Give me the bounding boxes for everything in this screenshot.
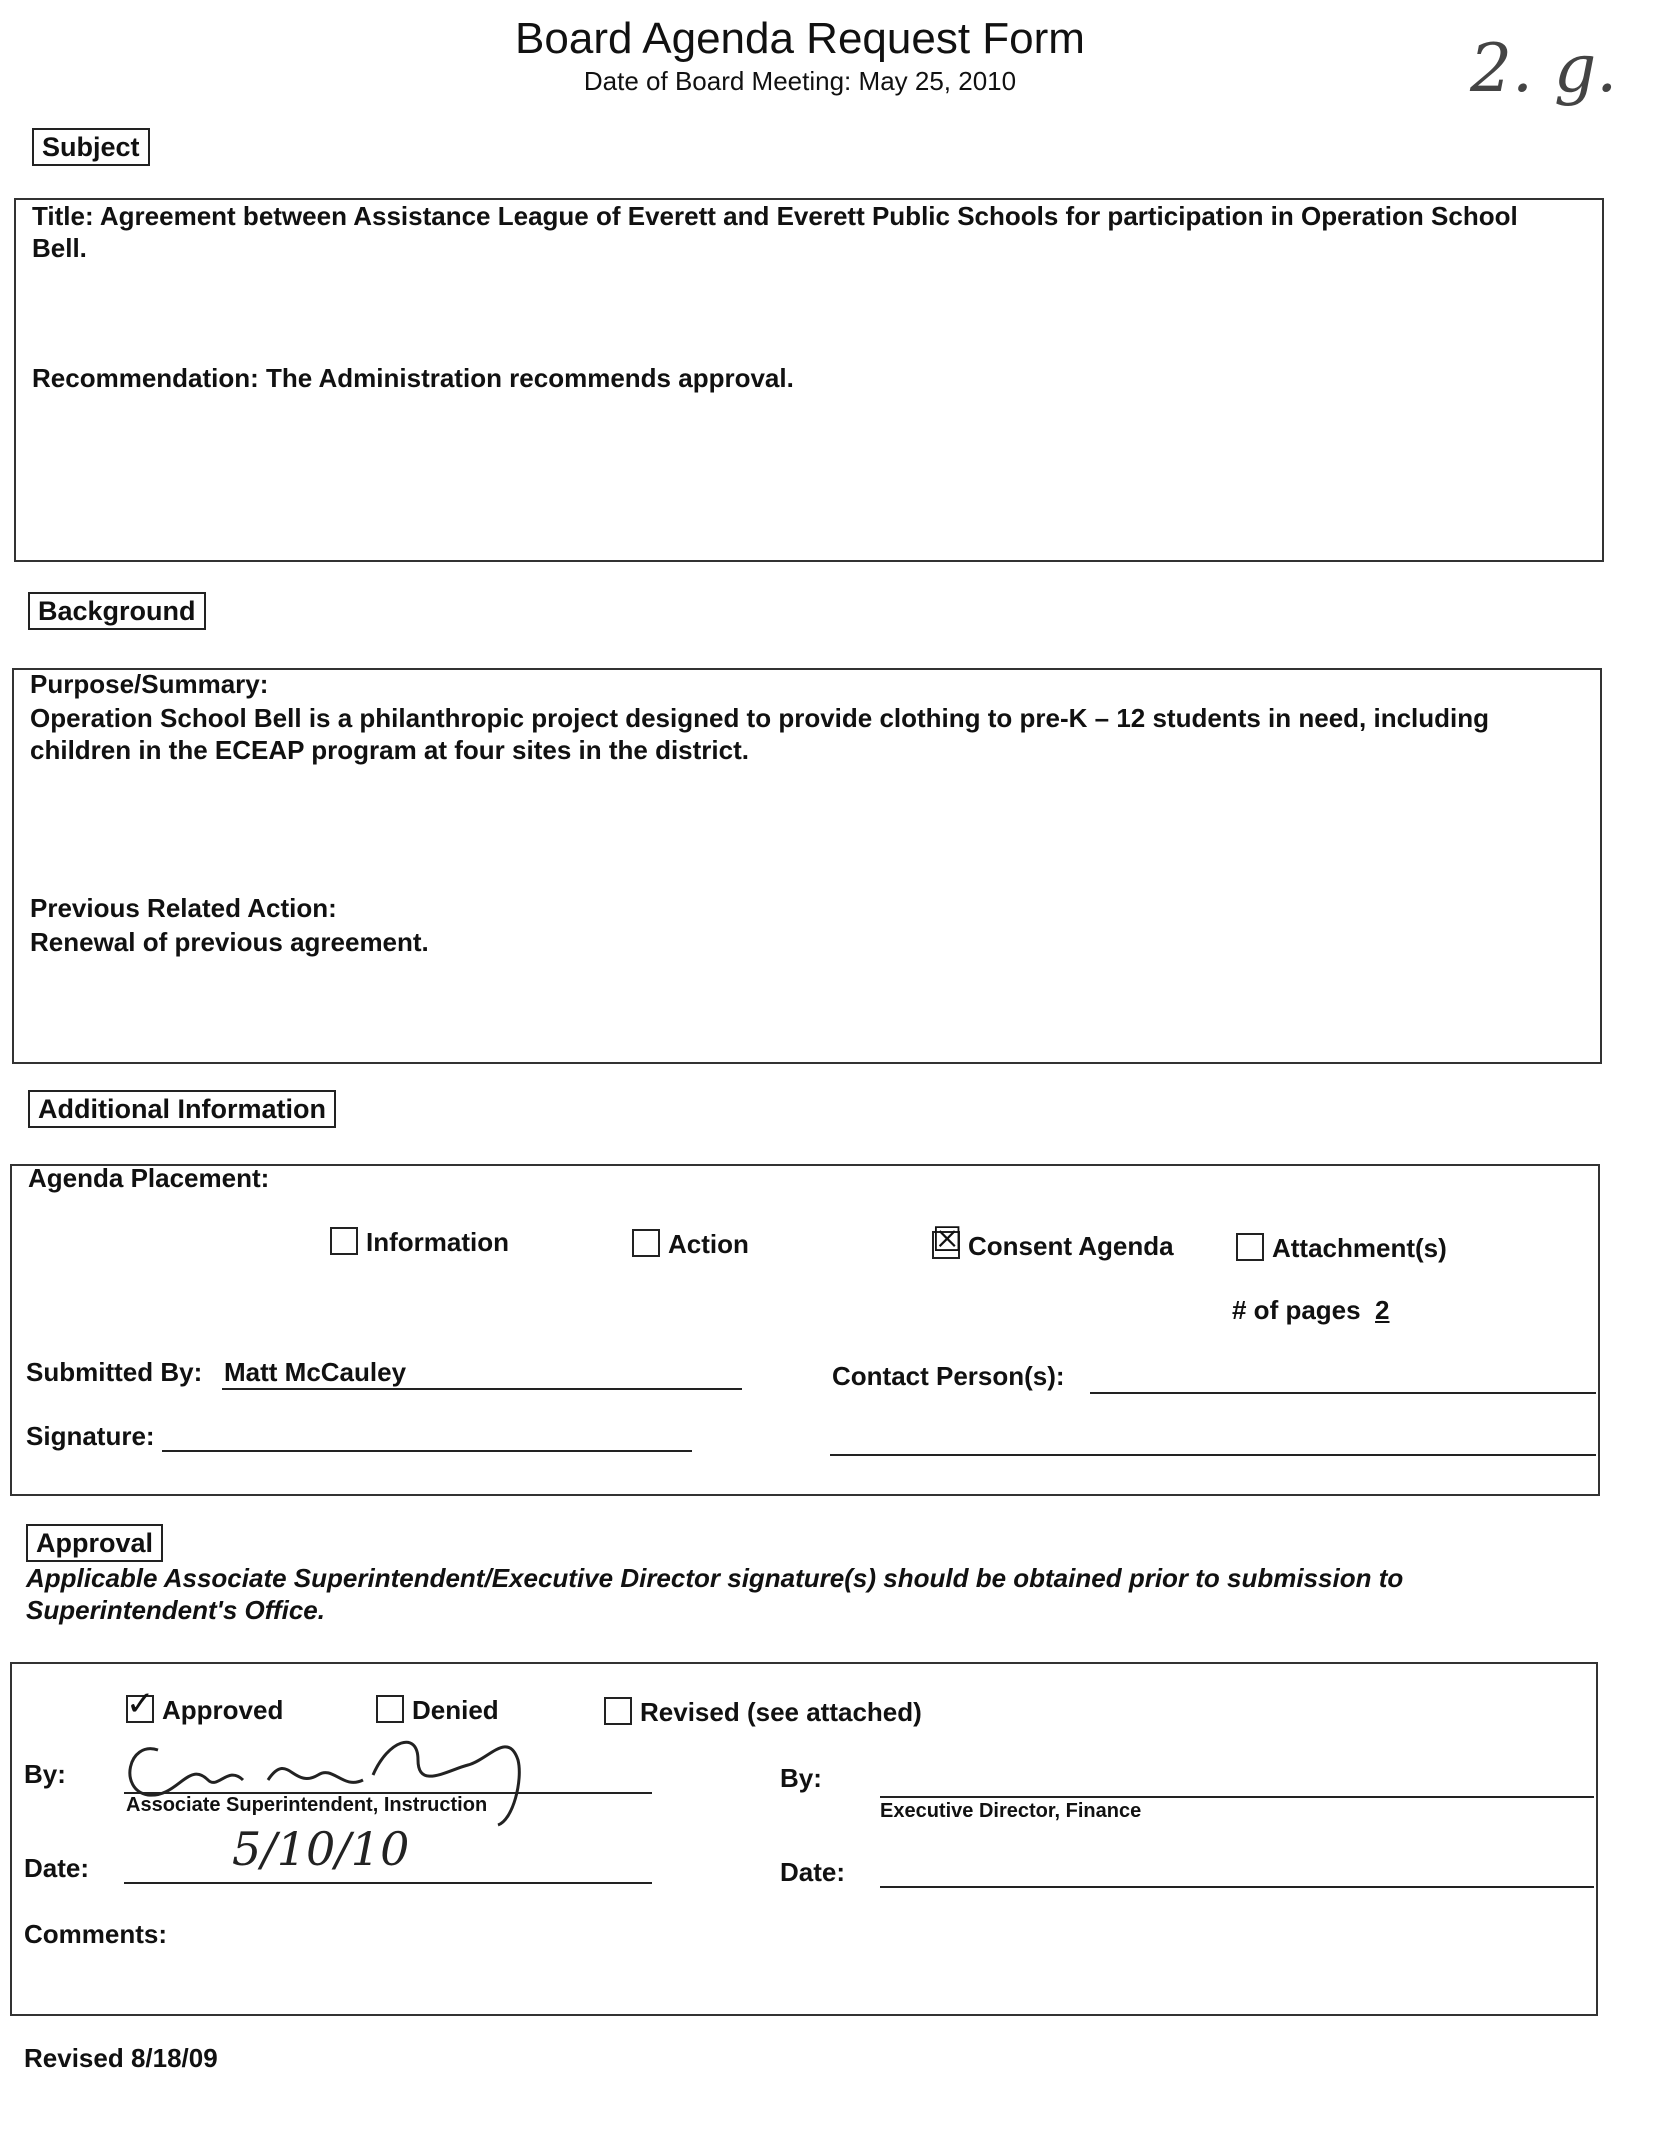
subject-recommendation: Recommendation: The Administration recommends approval. [32,363,794,393]
consent-agenda-checkbox[interactable] [932,1220,963,1260]
action-checkbox[interactable] [632,1229,660,1257]
purpose-label: Purpose/Summary: [30,669,269,699]
approved-label: Approved [162,1695,284,1725]
form-title: Board Agenda Request Form [515,14,1085,63]
action-label: Action [668,1229,749,1259]
revised-date: Revised 8/18/09 [24,2043,218,2073]
comments-label: Comments: [24,1919,168,1949]
subject-title: Title: Agreement between Assistance League of Everett and Everett Public Schools for participation in Operation School Bell. [32,201,1518,263]
purpose-text: Operation School Bell is a philanthropic project designed to provide clothing to pre-K – 12 students in need, including children in the ECEAP program at four sites in the district. [30,703,1490,765]
left-by-label: By: [24,1759,66,1789]
submitted-by-label: Submitted By: [26,1357,203,1387]
pages-count [1232,1294,1390,1326]
previous-action-label: Previous Related Action: [30,893,337,923]
submitted-by-line [222,1388,742,1390]
revised-checkbox[interactable] [604,1697,632,1725]
contact-person-line-2[interactable] [830,1454,1596,1456]
signature-label: Signature: [26,1421,155,1451]
submitted-by-value: Matt McCauley [224,1357,407,1387]
previous-action-text: Renewal of previous agreement. [30,927,429,957]
left-role-label: Associate Superintendent, Instruction [126,1794,488,1816]
pages-label: # of pages [1232,1295,1361,1325]
approval-tag: Approval [26,1524,163,1562]
option-attachments[interactable] [1236,1232,1447,1264]
revised-label: Revised (see attached) [640,1697,922,1727]
meeting-date-value: May 25, 2010 [858,66,1017,96]
information-label: Information [366,1227,509,1257]
right-by-line[interactable] [880,1796,1594,1798]
meeting-date-label: Date of Board Meeting: [583,66,852,96]
right-date-label: Date: [780,1857,846,1887]
approved-checkbox[interactable] [126,1684,155,1724]
pages-value: 2 [1375,1295,1390,1325]
additional-info-tag: Additional Information [28,1090,336,1128]
option-action[interactable] [632,1228,749,1260]
meeting-date-line [0,66,1600,97]
contact-person-line[interactable] [1090,1392,1596,1394]
right-by-label: By: [780,1763,822,1793]
information-checkbox[interactable] [330,1227,358,1255]
right-role-label: Executive Director, Finance [880,1800,1142,1822]
contact-person-label: Contact Person(s): [832,1361,1065,1391]
option-information[interactable] [330,1226,509,1258]
denied-checkbox[interactable] [376,1695,404,1723]
approval-note: Applicable Associate Superintendent/Executive Director signature(s) should be obtained prior to submission to Superintendent's Office. [26,1563,1404,1625]
background-tag: Background [28,592,206,630]
attachments-label: Attachment(s) [1272,1233,1447,1263]
subject-tag: Subject [32,128,150,166]
consent-agenda-label: Consent Agenda [968,1231,1174,1261]
check-mark-icon: ✓ [126,1684,155,1724]
agenda-placement-label: Agenda Placement: [28,1163,270,1193]
left-date-line[interactable] [124,1882,652,1884]
check-mark-icon: ☒ [932,1220,963,1260]
left-date-value: 5/10/10 [232,1822,410,1876]
attachments-checkbox[interactable] [1236,1233,1264,1261]
right-date-line[interactable] [880,1886,1594,1888]
handwritten-item-number: 2. g. [1470,30,1618,107]
option-revised[interactable] [604,1696,922,1728]
denied-label: Denied [412,1695,499,1725]
signature-line[interactable] [162,1450,692,1452]
additional-info-box [10,1164,1600,1496]
left-date-label: Date: [24,1853,90,1883]
option-consent-agenda[interactable] [932,1220,1174,1262]
